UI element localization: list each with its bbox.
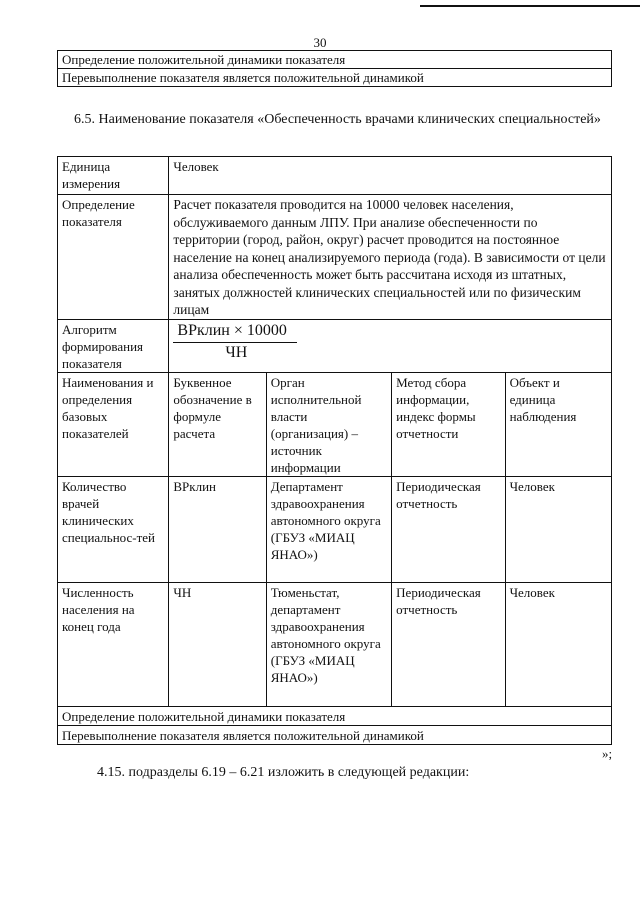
table-row — [58, 51, 612, 69]
closing-quote: »; — [602, 746, 613, 761]
unit-label: Единица измерения — [58, 157, 169, 195]
table-row — [58, 320, 612, 373]
header-cell: Объект и единица наблюдения — [505, 373, 611, 477]
indicator-table — [57, 156, 612, 745]
amendment-paragraph: 4.15. подразделы 6.19 – 6.21 изложить в следующей редакции: — [97, 765, 470, 780]
table-cell: Перевыполнение показателя является положительной динамикой — [58, 69, 612, 87]
table-cell: Численность населения на конец года — [58, 583, 169, 707]
table-row — [58, 726, 612, 745]
table-row — [58, 477, 612, 583]
definition-label: Определение показателя — [58, 195, 169, 320]
unit-value: Человек — [169, 157, 612, 195]
formula-denominator: ЧН — [225, 344, 248, 361]
header-cell: Наименования и определения базовых показателей — [58, 373, 169, 477]
table-row — [58, 707, 612, 726]
header-cell: Метод сбора информации, индекс формы отчетности — [392, 373, 505, 477]
table-cell: Тюменьстат, департамент здравоохранения автономного округа (ГБУЗ «МИАЦ ЯНАО») — [266, 583, 391, 707]
table-cell: Определение положительной динамики показателя — [58, 707, 612, 726]
header-cell: Буквенное обозначение в формуле расчета — [169, 373, 266, 477]
algorithm-label: Алгоритм формирования показателя — [58, 320, 169, 373]
table-row — [58, 373, 612, 477]
table-cell: Человек — [505, 583, 611, 707]
table-cell: Количество врачей клинических специальнос-тей — [58, 477, 169, 583]
definition-value: Расчет показателя проводится на 10000 человек населения, обслуживаемого данным ЛПУ. При анализе обеспеченности по территории (город, район, округ) расчет проводится на постоянное население на конец анализируемого периода (года). В зависимости от цели анализа обеспеченность может быть рассчитана исходя из штатных, занятых должностей клинических специальностей или по физическим лицам — [169, 195, 612, 320]
formula — [173, 321, 607, 361]
table-cell: Перевыполнение показателя является положительной динамикой — [58, 726, 612, 745]
table-cell: ВРклин — [169, 477, 266, 583]
table-cell: Человек — [505, 477, 611, 583]
section-heading: 6.5. Наименование показателя «Обеспеченность врачами клинических специальностей» — [74, 112, 601, 127]
table-row — [58, 195, 612, 320]
table-row — [58, 583, 612, 707]
top-table — [57, 50, 612, 87]
header-cell: Орган исполнительной власти (организация) – источник информации — [266, 373, 391, 477]
table-cell: ЧН — [169, 583, 266, 707]
table-row — [58, 157, 612, 195]
formula-cell — [169, 320, 612, 373]
formula-numerator: ВРклин × 10000 — [177, 322, 287, 339]
table-cell: Определение положительной динамики показателя — [58, 51, 612, 69]
top-rule — [420, 5, 640, 7]
page-number: 30 — [313, 35, 327, 50]
table-cell: Периодическая отчетность — [392, 583, 505, 707]
table-row — [58, 69, 612, 87]
table-cell: Периодическая отчетность — [392, 477, 505, 583]
table-cell: Департамент здравоохранения автономного округа (ГБУЗ «МИАЦ ЯНАО») — [266, 477, 391, 583]
